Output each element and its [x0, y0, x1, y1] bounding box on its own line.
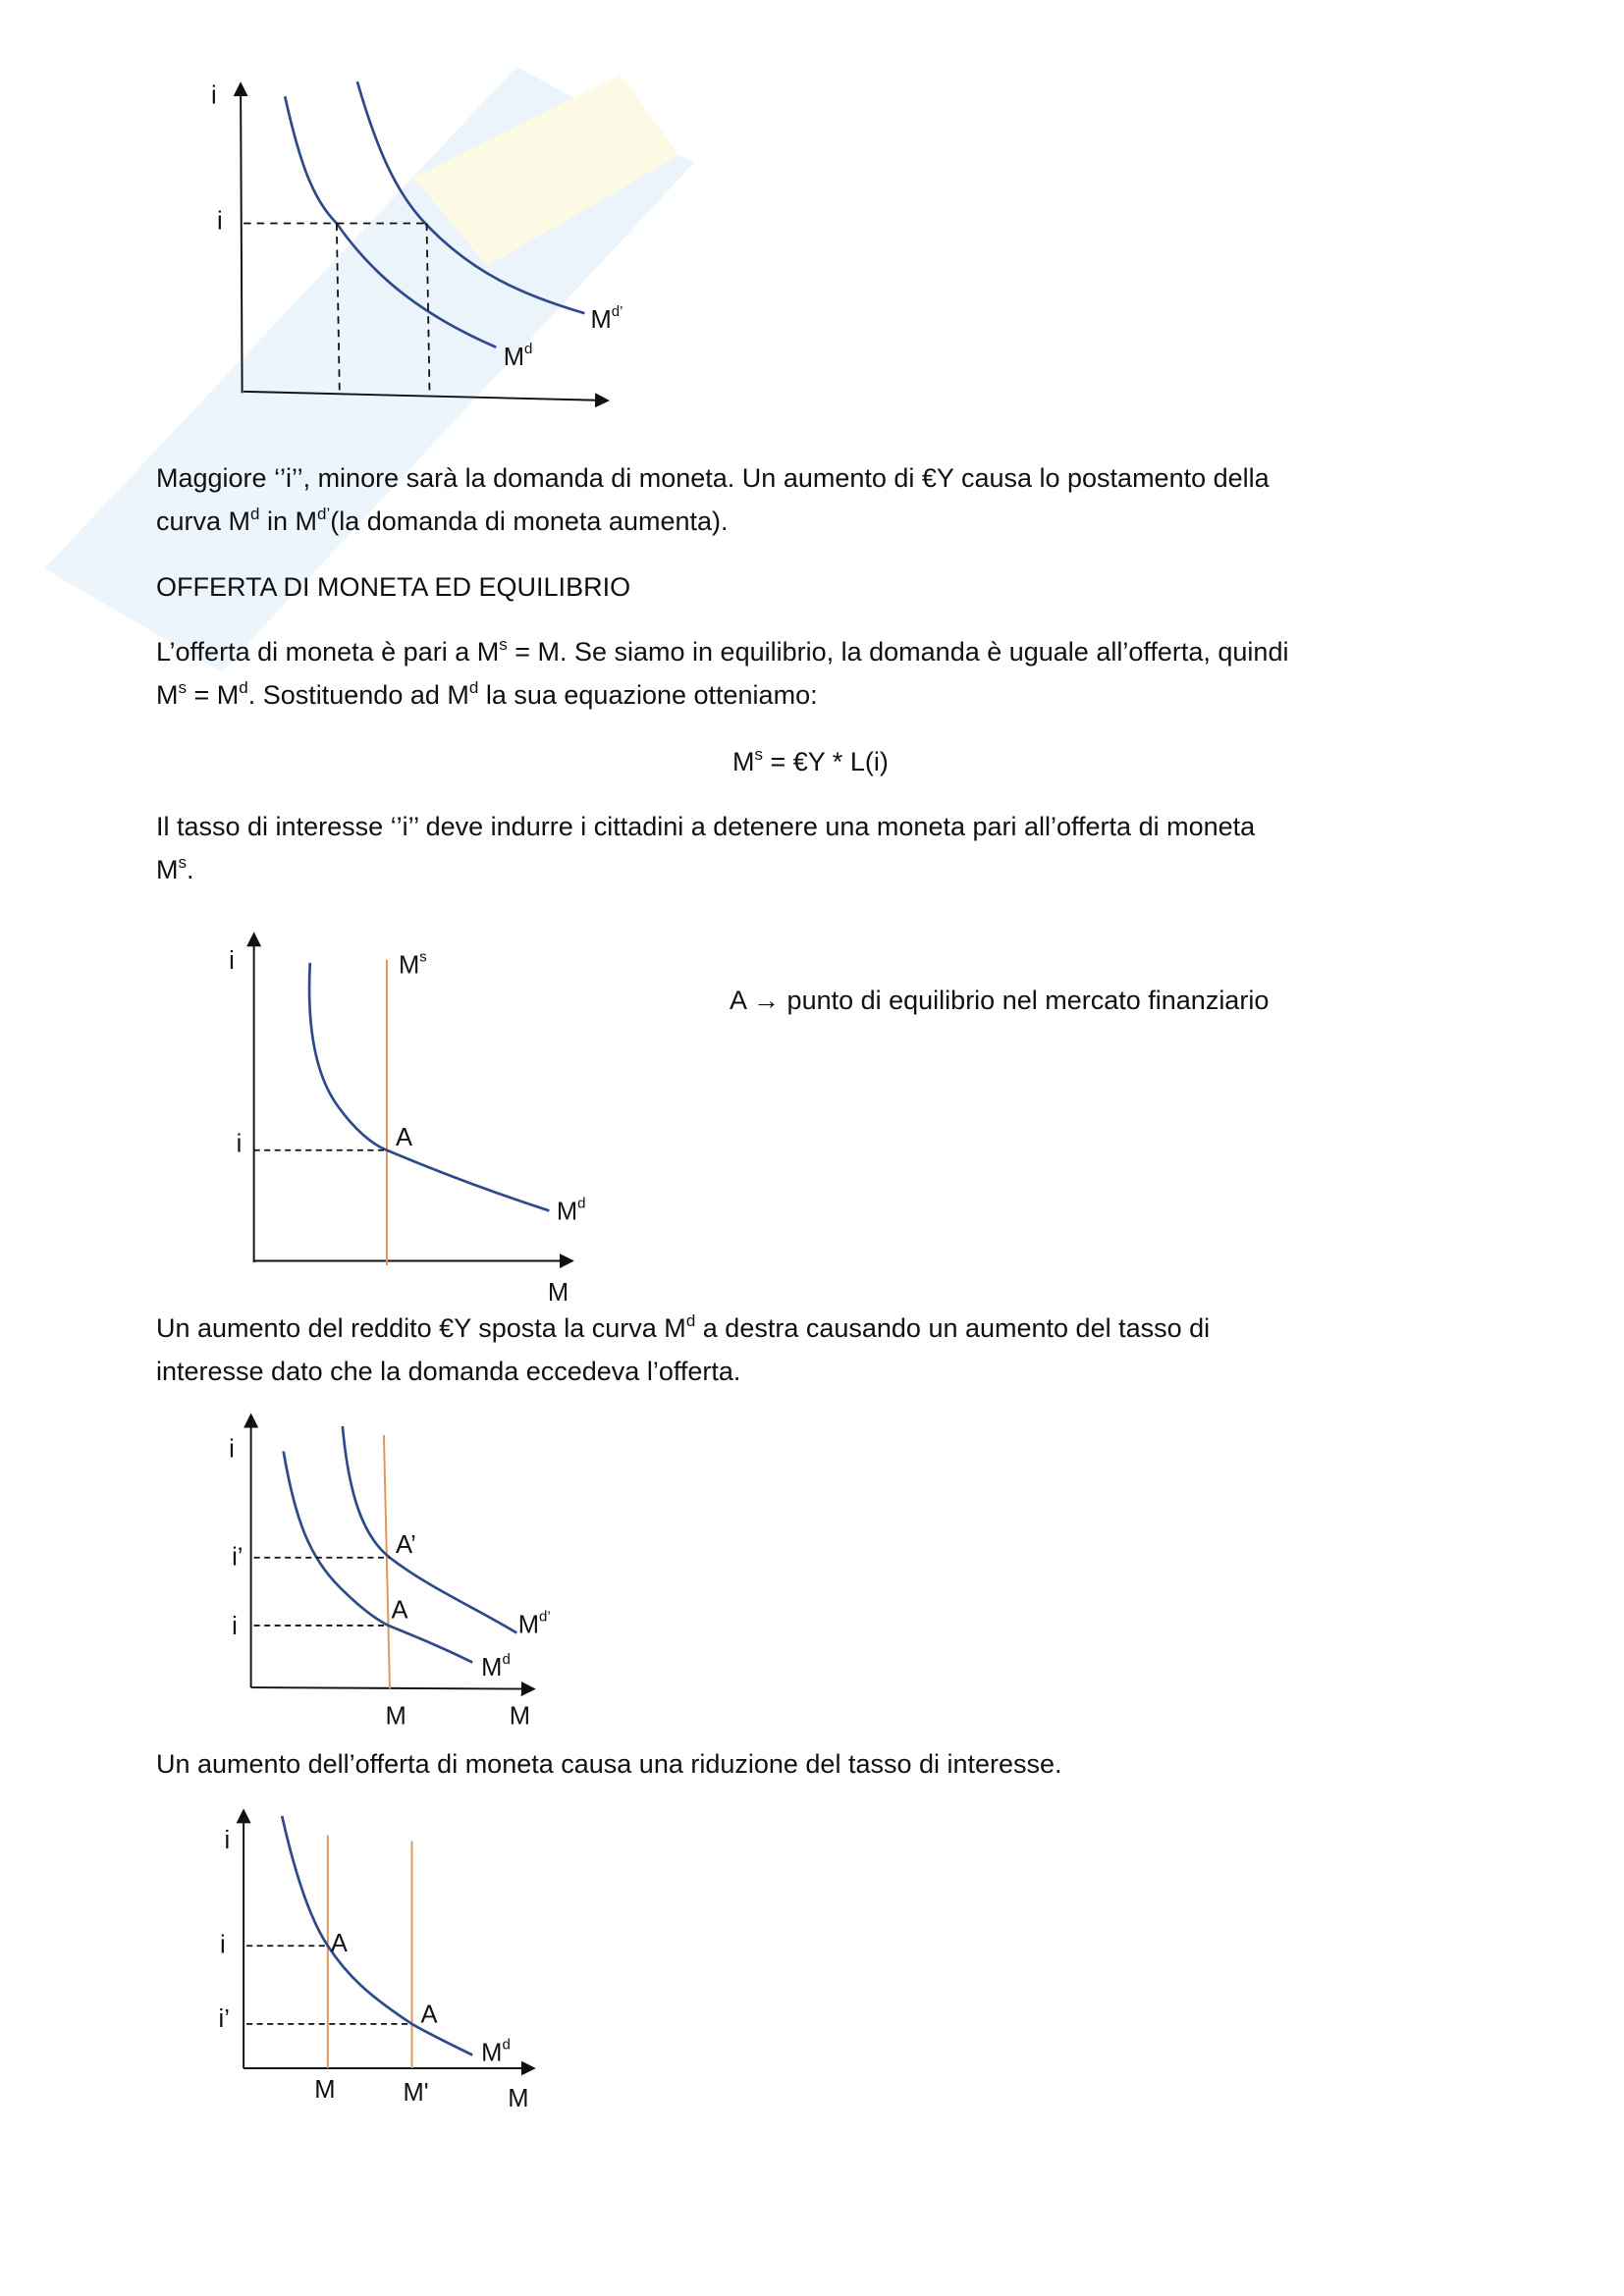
paragraph-line: L’offerta di moneta è pari a $M^s = M$. Se siamo in equilibrio, la domanda è uguale all’offerta, quindi	[156, 635, 1289, 667]
x-axis-label: M	[547, 1279, 569, 1308]
new-equilibrium-label: A’	[395, 1531, 416, 1560]
money-supply-line	[384, 1435, 390, 1689]
md-prime-label: $M^{d’}$	[517, 1608, 551, 1639]
md-curve	[282, 1816, 472, 2056]
chart-income-increase	[229, 1420, 551, 1731]
x-axis-label: M	[508, 2085, 529, 2113]
equilibrium-note: A → punto di equilibrio nel mercato finanziario	[730, 986, 1270, 1015]
md-label: $M^d$	[481, 2036, 511, 2067]
equation: $M^s$ = €Y * L(i)	[732, 745, 889, 776]
paragraph-line: Il tasso di interesse ‘’i’’ deve indurre i cittadini a detenere una moneta pari all’offerta di moneta	[156, 812, 1256, 841]
ms-label: $M^s$	[398, 948, 427, 980]
paragraph-line: Un aumento dell’offerta di moneta causa una riduzione del tasso di interesse.	[156, 1749, 1062, 1779]
md-prime-label: $M^{d’}$	[590, 303, 623, 335]
i-tick-label: i	[217, 207, 223, 236]
paragraph-line: $M^s = M^d$. Sostituendo ad $M^d$ la sua equazione otteniamo:	[156, 678, 818, 710]
paragraph-line: curva $M^d$ in $M^{d’}(la$ domanda di moneta aumenta).	[156, 505, 729, 536]
paragraph-line: $M^s$.	[156, 853, 194, 884]
m-prime-tick-label: M'	[403, 2079, 429, 2108]
y-axis-label: i	[229, 946, 235, 975]
md-label: $M^d$	[503, 340, 533, 371]
x-axis-label: M	[509, 1702, 531, 1731]
paragraph-line: Un aumento del reddito €Y sposta la curva $M^d$ a destra causando un aumento del tasso di	[156, 1311, 1211, 1343]
y-axis-label: i	[211, 81, 217, 110]
m-tick-label: M	[314, 2076, 336, 2105]
paragraph-line: Maggiore ‘’i’’, minore sarà la domanda di moneta. Un aumento di €Y causa lo postamento della	[156, 463, 1270, 493]
md-curve	[309, 963, 549, 1211]
i-tick-label: i	[232, 1612, 238, 1640]
y-axis-label: i	[224, 1826, 231, 1854]
m-tick-label: M	[385, 1702, 406, 1731]
md-prime-curve	[343, 1426, 516, 1633]
i-prime-tick-label: i’	[218, 2004, 230, 2033]
chart-money-supply-increase	[219, 1816, 529, 2112]
equilibrium-point-label: A	[391, 1596, 408, 1625]
md-label: $M^d$	[481, 1651, 511, 1682]
y-axis-label: i	[229, 1435, 235, 1464]
equilibrium-point-label: A	[330, 1930, 348, 1958]
y-axis	[241, 89, 243, 394]
i-prime-tick-label: i’	[232, 1543, 244, 1572]
i-tick-label: i	[236, 1130, 243, 1158]
i-tick-label: i	[220, 1931, 226, 1959]
new-equilibrium-label: A	[420, 2001, 438, 2029]
section-heading: OFFERTA DI MONETA ED EQUILIBRIO	[156, 572, 631, 602]
arrow-right-icon: →	[753, 986, 781, 1015]
equilibrium-point-label: A	[395, 1124, 413, 1152]
paragraph-line: interesse dato che la domanda eccedeva l’offerta.	[156, 1357, 741, 1386]
md-label: $M^d$	[556, 1195, 586, 1226]
chart-money-market-equilibrium	[229, 939, 585, 1307]
